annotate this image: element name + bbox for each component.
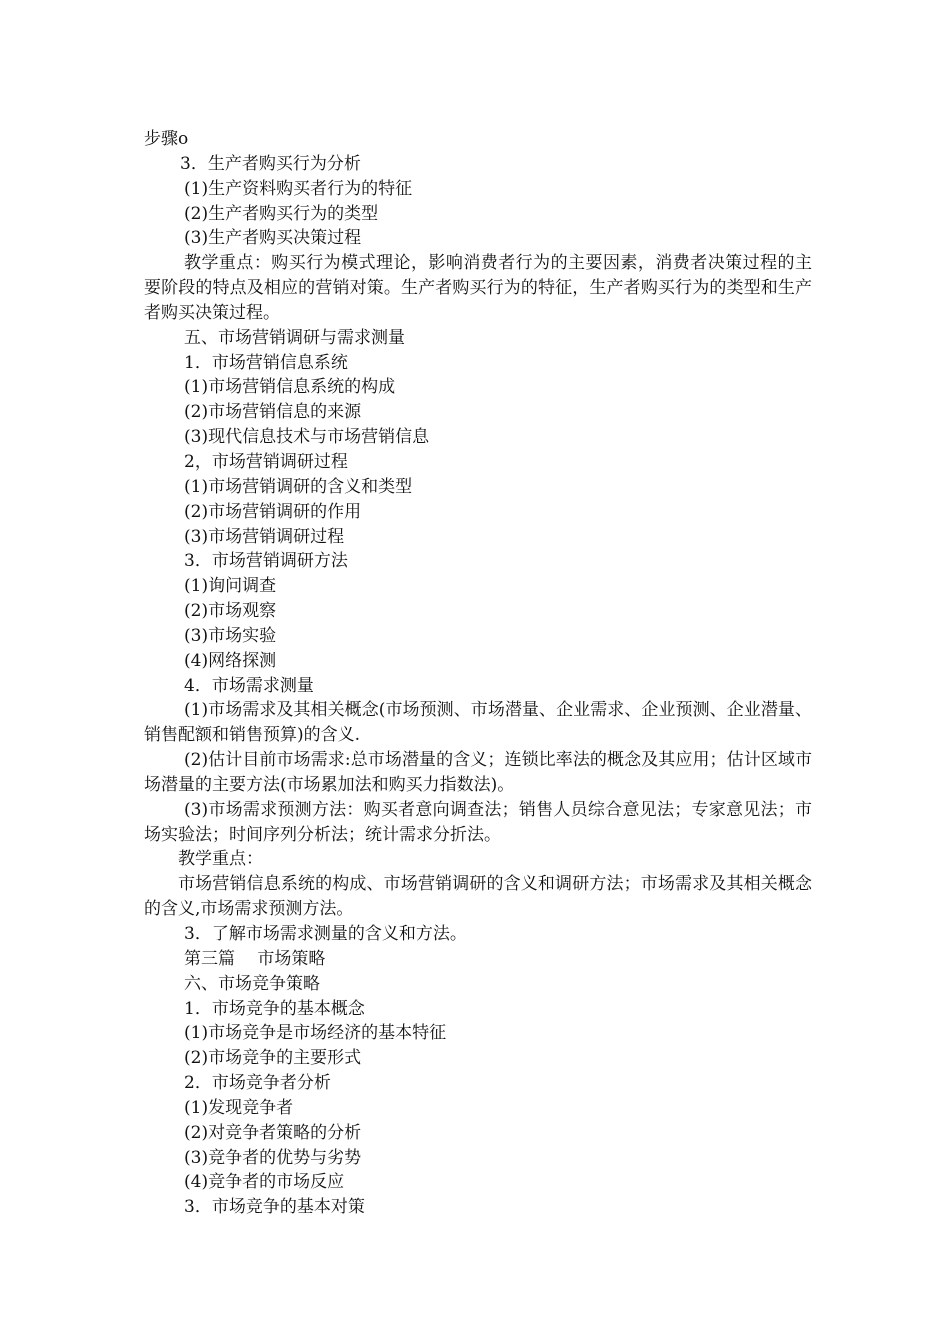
list-item: (1)市场营销调研的含义和类型 bbox=[184, 476, 413, 497]
list-item: 3．了解市场需求测量的含义和方法。 bbox=[184, 924, 467, 944]
list-item-paragraph: (2)估计目前市场需求:总市场潜量的含义；连锁比率法的概念及其应用；估计区域市场潜量的主要方法(市场累加法和购买力指数法)。 bbox=[144, 750, 812, 795]
teaching-focus-paragraph: 教学重点：购买行为模式理论，影响消费者行为的主要因素，消费者决策过程的主要阶段的特点及相应的营销对策。生产者购买行为的特征，生产者购买行为的类型和生产者购买决策过程。 bbox=[144, 253, 812, 323]
list-item: (3)市场营销调研过程 bbox=[184, 526, 345, 547]
list-item: (1)市场营销信息系统的构成 bbox=[184, 377, 396, 398]
list-item: (1)询问调查 bbox=[184, 576, 277, 597]
list-item: (1)市场竞争是市场经济的基本特征 bbox=[184, 1023, 447, 1044]
list-item: (1)发现竞争者 bbox=[184, 1097, 294, 1118]
section-heading: 3．市场营销调研方法 bbox=[184, 551, 348, 572]
section-heading: 1．市场营销信息系统 bbox=[184, 352, 348, 373]
list-item-paragraph: (3)市场需求预测方法：购买者意向调查法；销售人员综合意见法；专家意见法；市场实验法；时间序列分析法；统计需求分折法。 bbox=[144, 799, 812, 845]
list-item-paragraph: (1)市场需求及其相关概念(市场预测、市场潜量、企业需求、企业预测、企业潜量、销售配额和销售预算)的含义. bbox=[144, 700, 812, 746]
list-item: (2)市场观察 bbox=[184, 601, 277, 622]
list-item: (2)市场营销调研的作用 bbox=[184, 501, 362, 522]
list-item: (4)竞争者的市场反应 bbox=[184, 1172, 345, 1193]
list-item: (2)市场营销信息的来源 bbox=[184, 402, 362, 423]
list-item: (2)生产者购买行为的类型 bbox=[184, 203, 379, 224]
teaching-focus-paragraph: 市场营销信息系统的构成、市场营销调研的含义和调研方法；市场需求及其相关概念的含义,市场需求预测方法。 bbox=[144, 874, 812, 920]
text-line: 步骤o bbox=[144, 129, 189, 149]
section-heading: 3．生产者购买行为分析 bbox=[180, 153, 361, 174]
list-item: (2)对竞争者策略的分析 bbox=[184, 1122, 362, 1143]
list-item: (3)竞争者的优势与劣势 bbox=[184, 1147, 362, 1168]
section-heading: 2，市场营销调研过程 bbox=[184, 451, 348, 472]
list-item: (2)市场竞争的主要形式 bbox=[184, 1048, 362, 1069]
document-page bbox=[144, 127, 812, 1220]
section-heading: 2．市场竞争者分析 bbox=[184, 1073, 331, 1094]
teaching-focus-heading: 教学重点： bbox=[178, 849, 263, 870]
section-heading: 3．市场竞争的基本对策 bbox=[184, 1197, 365, 1218]
section-heading: 1．市场竞争的基本概念 bbox=[184, 998, 365, 1019]
list-item: (4)网络探测 bbox=[184, 650, 277, 671]
part-heading: 第三篇 市场策略 bbox=[184, 948, 326, 969]
list-item: (3)市场实验 bbox=[184, 625, 277, 646]
section-heading: 4．市场需求测量 bbox=[184, 675, 314, 696]
list-item: (3)生产者购买决策过程 bbox=[184, 228, 362, 249]
list-item: (1)生产资料购买者行为的特征 bbox=[184, 178, 413, 199]
list-item: (3)现代信息技术与市场营销信息 bbox=[184, 427, 430, 448]
chapter-heading: 五、市场营销调研与需求测量 bbox=[184, 327, 405, 348]
chapter-heading: 六、市场竞争策略 bbox=[184, 973, 320, 994]
